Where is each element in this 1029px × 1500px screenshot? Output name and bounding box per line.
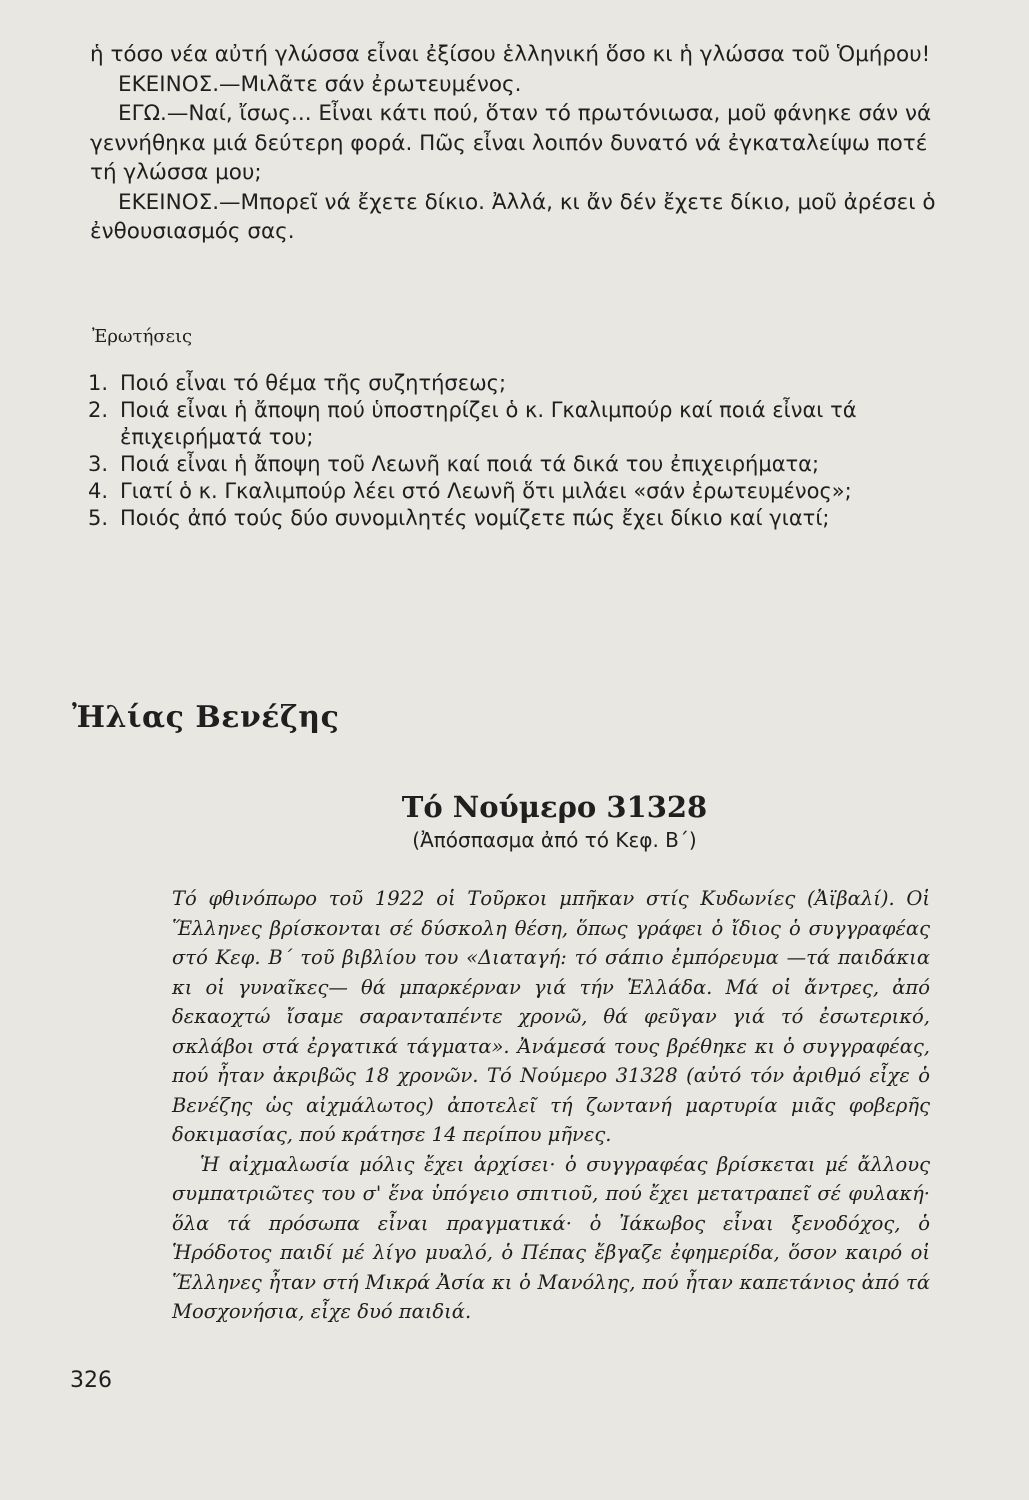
question-text: Γιατί ὁ κ. Γκαλιμπούρ λέει στό Λεωνῆ ὅτι μιλάει «σάν ἐρωτευμένος»;: [120, 479, 852, 503]
question-text: Ποιό εἶναι τό θέμα τῆς συζητήσεως;: [120, 371, 507, 395]
dialogue-line: ΕΓΩ.—Ναί, ἴσως... Εἶναι κάτι πού, ὅταν τό πρωτόνιωσα, μοῦ φάνηκε σάν νά γεννήθηκα μιά δεύτερη φορά. Πῶς εἶναι λοιπόν δυνατό νά ἐγκαταλείψω ποτέ τή γλώσσα μου;: [90, 101, 932, 185]
dialogue-line: ΕΚΕΙΝΟΣ.—Μιλᾶτε σάν ἐρωτευμένος.: [118, 71, 522, 97]
question-number: 5.: [88, 506, 109, 530]
question-number: 1.: [88, 371, 109, 395]
chapter-title: Τό Νούμερο 31328: [401, 790, 708, 824]
chapter-subtitle: (Ἀπόσπασμα ἀπό τό Κεφ. Β΄): [412, 828, 697, 852]
question-number: 4.: [88, 479, 109, 503]
intro-paragraph: Ἡ αἰχμαλωσία μόλις ἔχει ἀρχίσει· ὁ συγγραφέας βρίσκεται μέ ἄλλους συμπατριῶτες του σ' ἕνα ὑπόγειο σπιτιοῦ, πού ἔχει μετατραπεῖ σέ φυλακή· ὅλα τά πρόσωπα εἶναι πραγματικά· ὁ Ἰάκωβος εἶναι ξενοδόχος, ὁ Ἡρόδοτος παιδί μέ λίγο μυαλό, ὁ Πέπας ἔβγαζε ἐφημερίδα, ὅσον καιρό οἱ Ἕλληνες ἦταν στή Μικρά Ἀσία κι ὁ Μανόλης, πού ἦταν καπετάνιος ἀπό τά Μοσχονήσια, εἶχε δυό παιδιά.: [172, 1152, 930, 1323]
dialogue-continuation: ἡ τόσο νέα αὐτή γλώσσα εἶναι ἐξίσου ἑλληνική ὅσο κι ἡ γλώσσα τοῦ Ὁμήρου!: [90, 42, 931, 67]
dialogue-line: ΕΚΕΙΝΟΣ.—Μπορεῖ νά ἔχετε δίκιο. Ἀλλά, κι ἄν δέν ἔχετε δίκιο, μοῦ ἀρέσει ὁ ἐνθουσιασμός σας.: [90, 189, 936, 244]
question-text: Ποιά εἶναι ἡ ἄποψη τοῦ Λεωνῆ καί ποιά τά δικά του ἐπιχειρήματα;: [120, 452, 820, 476]
question-text: Ποιός ἀπό τούς δύο συνομιλητές νομίζετε πώς ἔχει δίκιο καί γιατί;: [120, 506, 830, 530]
question-number: 2.: [88, 398, 109, 422]
question-item: [88, 478, 963, 505]
intro-text: [172, 884, 930, 1327]
chapter-subtitle-wrap: [0, 828, 1029, 852]
question-item: [88, 370, 963, 397]
intro-paragraph: Τό φθινόπωρο τοῦ 1922 οἱ Τοῦρκοι μπῆκαν στίς Κυδωνίες (Ἀϊβαλί). Οἱ Ἕλληνες βρίσκονται σέ δύσκολη θέση, ὅπως γράφει ὁ ἴδιος ὁ συγγραφέας στό Κεφ. Β΄ τοῦ βιβλίου του «Διαταγή: τό σάπιο ἐμπόρευμα —τά παιδάκια κι οἱ γυναῖκες— θά μπαρκέρναν γιά τήν Ἑλλάδα. Μά οἱ ἄντρες, ἀπό δεκαοχτώ ἴσαμε σαρανταπέντε χρονῶ, θά φεῦγαν γιά τό ἐσωτερικό, σκλάβοι στά ἐργατικά τάγματα». Ἀνάμεσά τους βρέθηκε κι ὁ συγγραφέας, πού ἦταν ἀκριβῶς 18 χρονῶν. Τό Νούμερο 31328 (αὐτό τόν ἀριθμό εἶχε ὁ Βενέζης ὡς αἰχμάλωτος) ἀποτελεῖ τή ζωντανή μαρτυρία μιᾶς φοβερῆς δοκιμασίας, πού κράτησε 14 περίπου μῆνες.: [172, 887, 930, 1146]
question-number: 3.: [88, 452, 109, 476]
author-name: Ἠλίας Βενέζης: [72, 700, 340, 735]
question-item: [88, 397, 963, 451]
question-item: [88, 451, 963, 478]
page-number: 326: [70, 1368, 112, 1393]
dialogue-text: [90, 40, 960, 247]
question-text: Ποιά εἶναι ἡ ἄποψη πού ὑποστηρίζει ὁ κ. Γκαλιμπούρ καί ποιά εἶναι τά ἐπιχειρήματά του;: [120, 398, 857, 449]
question-item: [88, 505, 963, 532]
questions-heading: Ἐρωτήσεις: [92, 326, 193, 347]
questions-list: [88, 370, 963, 532]
chapter-title-wrap: [0, 790, 1029, 824]
